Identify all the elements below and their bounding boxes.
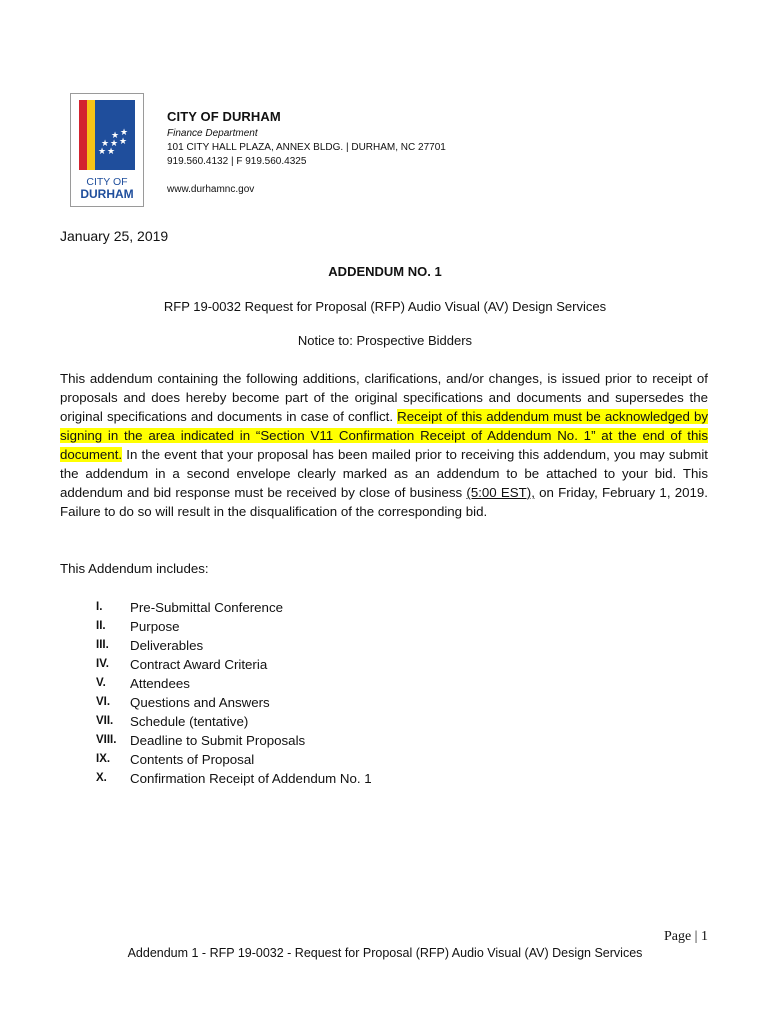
footer-text: Addendum 1 - RFP 19-0032 - Request for Proposal (RFP) Audio Visual (AV) Design Services <box>127 946 643 960</box>
includes-list <box>96 598 496 788</box>
list-item-label: Deliverables <box>130 638 204 653</box>
svg-text:★: ★ <box>120 128 129 138</box>
page-number: Page | 1 <box>663 929 708 944</box>
list-item <box>96 769 496 788</box>
list-item <box>96 693 496 712</box>
list-item-number: I. <box>96 601 103 613</box>
phone-fax: 919.560.4132 | F 919.560.4325 <box>167 156 307 167</box>
letterhead <box>167 108 567 197</box>
website: www.durhamnc.gov <box>167 184 255 195</box>
rfp-line: RFP 19-0032 Request for Proposal (RFP) Audio Visual (AV) Design Services <box>163 299 607 314</box>
list-item <box>96 617 496 636</box>
svg-text:★: ★ <box>107 147 116 157</box>
list-item-number: IV. <box>96 658 110 670</box>
svg-text:★: ★ <box>111 131 120 141</box>
highlighted-acknowledgement: Receipt of this addendum must be acknowledged by signing in the area indicated in “Section V11 Confirmation Receipt of Addendum No. 1” at the end of this document. <box>60 409 709 462</box>
list-item-number: II. <box>96 620 106 632</box>
list-item-label: Schedule (tentative) <box>130 714 249 729</box>
svg-text:★: ★ <box>98 147 107 157</box>
list-item-label: Attendees <box>130 676 190 691</box>
svg-text:★: ★ <box>101 139 110 149</box>
list-item <box>96 655 496 674</box>
org-name: CITY OF DURHAM <box>167 109 281 124</box>
list-item <box>96 674 496 693</box>
includes-heading: This Addendum includes: <box>60 561 209 576</box>
list-item-label: Confirmation Receipt of Addendum No. 1 <box>130 771 372 786</box>
address: 101 CITY HALL PLAZA, ANNEX BLDG. | DURHAM, NC 27701 <box>167 142 446 153</box>
list-item <box>96 636 496 655</box>
list-item-label: Questions and Answers <box>130 695 270 710</box>
document-date: January 25, 2019 <box>60 228 169 244</box>
list-item-number: VIII. <box>96 734 117 746</box>
logo-text-top: CITY OF <box>86 176 128 188</box>
paragraph-part-1: This addendum containing the following additions, clarifications, and/or changes, is issued prior to receipt of proposals and does hereby become part of the original specifications and documents and supersedes the original specifications and documents in case of conflict. <box>60 371 708 424</box>
list-item-number: VI. <box>96 696 111 708</box>
list-item-label: Contract Award Criteria <box>130 657 268 672</box>
notice-line: Notice to: Prospective Bidders <box>297 333 473 348</box>
list-item-number: VII. <box>96 715 114 727</box>
list-item-label: Purpose <box>130 619 180 634</box>
city-of-durham-logo <box>70 93 144 207</box>
logo-text-bottom: DURHAM <box>80 187 134 201</box>
paragraph-part-2: In the event that your proposal has been mailed prior to receiving this addendum, you may submit the addendum in a second envelope clearly marked as an addendum to be attached to your bid. This addendum and bid response must be received by close of business <box>60 447 708 500</box>
list-item <box>96 750 496 769</box>
list-item-label: Contents of Proposal <box>130 752 255 767</box>
list-item-label: Pre-Submittal Conference <box>130 600 283 615</box>
logo-graphic <box>71 94 143 206</box>
list-item <box>96 598 496 617</box>
list-item-number: V. <box>96 677 106 689</box>
list-item-label: Deadline to Submit Proposals <box>130 733 306 748</box>
list-item-number: X. <box>96 772 107 784</box>
deadline-time: (5:00 EST), <box>466 485 535 500</box>
paragraph-part-3: on Friday, February 1, 2019. Failure to do so will result in the disqualification of the corresponding bid. <box>60 485 709 519</box>
intro-paragraph <box>60 369 708 521</box>
list-item-number: III. <box>96 639 109 651</box>
department-name: Finance Department <box>167 128 258 139</box>
addendum-title: ADDENDUM NO. 1 <box>328 264 442 279</box>
svg-text:★: ★ <box>119 137 128 147</box>
list-item <box>96 712 496 731</box>
svg-text:★: ★ <box>110 139 119 149</box>
list-item-number: IX. <box>96 753 111 765</box>
list-item <box>96 731 496 750</box>
